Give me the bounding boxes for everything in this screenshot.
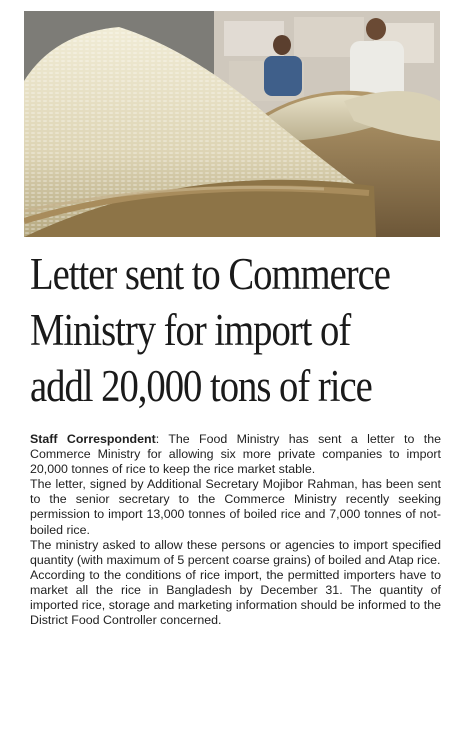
byline: Staff Correspondent — [30, 432, 156, 446]
headline-line-3: addl 20,000 tons of rice — [30, 361, 372, 411]
article-body — [30, 432, 441, 628]
paragraph-1 — [30, 432, 441, 477]
paragraph-3: The ministry asked to allow these persons or agencies to import specified quantity (with maximum of 5 percent coarse grains) of boiled and Atap rice. — [30, 537, 441, 567]
headline-line-2: Ministry for import of — [30, 305, 351, 355]
paragraph-1-text: : The Food Ministry has sent a letter to the Commerce Ministry for allowing six more private companies to import 20,000 tonnes of rice to keep the rice market stable. — [30, 432, 441, 477]
headline — [30, 246, 390, 414]
rice-sacks-photo — [24, 11, 440, 237]
paragraph-2: The letter, signed by Additional Secretary Mojibor Rahman, has been sent to the senior secretary to the Commerce Ministry recently seeking permission to import 13,000 tonnes of boiled rice and 7,000 tonnes of not-boiled rice. — [30, 477, 441, 537]
paragraph-4: According to the conditions of rice import, the permitted importers have to market all the rice in Bangladesh by December 31. The quantity of imported rice, storage and marketing information should be informed to the District Food Controller concerned. — [30, 567, 441, 628]
headline-line-1: Letter sent to Commerce — [30, 249, 390, 299]
